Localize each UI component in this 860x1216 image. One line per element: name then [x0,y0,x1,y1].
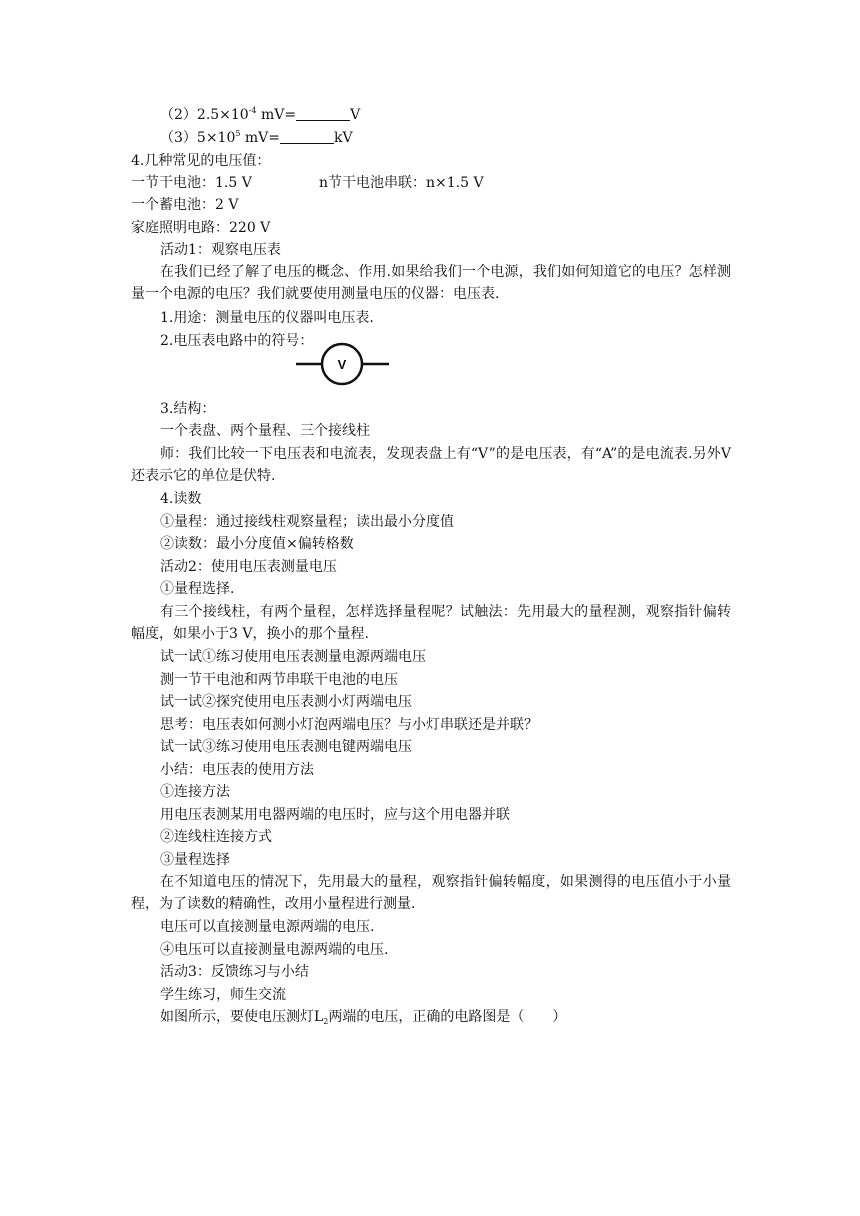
summary-heading: 小结：电压表的使用方法 [160,762,314,778]
direct-measure-text: 电压可以直接测量电源两端的电压. [160,919,375,935]
question-text-b: 两端的电压，正确的电路图是（ ） [328,1009,567,1025]
common-voltages-heading: 4.几种常见的电压值： [131,153,271,169]
exercise-2-mid: mV= [256,107,297,123]
try-1-detail: 测一节干电池和两节串联干电池的电压 [160,672,398,688]
summary-step-2: ②连线柱连接方式 [160,829,272,845]
exercise-2-exponent: -4 [248,106,257,115]
answer-blank[interactable] [280,129,334,144]
exercise-3-exponent: 5 [235,129,241,138]
question-subscript: 2 [323,1017,329,1026]
exercise-3-mid: mV= [240,130,281,146]
summary-step-1-detail: 用电压表测某用电器两端的电压时，应与这个用电器并联 [160,807,510,823]
summary-step-4: ④电压可以直接测量电源两端的电压. [160,942,389,958]
reading-step-2: ②读数：最小分度值×偏转格数 [160,536,354,552]
exercise-3 [160,127,353,149]
exercise-3-prefix: （3）5×10 [160,130,236,146]
accumulator-text: 一个蓄电池：2 V [131,197,239,213]
exercise-2-prefix: （2）2.5×10 [160,107,249,123]
range-select-heading: ①量程选择. [160,581,235,597]
think-text: 思考：电压表如何测小灯泡两端电压？与小灯串联还是并联？ [160,717,538,733]
practice-text: 学生练习，师生交流 [160,987,286,1003]
summary-step-3-detail: 在不知道电压的情况下，先用最大的量程，观察指针偏转幅度，如果测得的电压值小于小量程，为了读数的精确性，改用小量程进行测量. [131,874,731,913]
summary-step-1: ①连接方法 [160,784,230,800]
structure-detail: 一个表盘、两个量程、三个接线柱 [160,423,370,439]
teacher-text: 师：我们比较一下电压表和电流表，发现表盘上有“V”的是电压表，有“A”的是电流表.另外V还表示它的单位是伏特. [131,446,731,485]
answer-blank[interactable] [296,106,350,121]
activity1-intro: 在我们已经了解了电压的概念、作用.如果给我们一个电源，我们如何知道它的电压？怎样测量一个电源的电压？我们就要使用测量电压的仪器：电压表. [131,264,731,303]
household-text: 家庭照明电路：220 V [131,220,271,236]
question-text-a: 如图所示，要使电压测灯L [160,1009,324,1025]
activity3-title: 活动3：反馈练习与小结 [160,964,309,980]
summary-step-3: ③量程选择 [160,852,230,868]
try-1-text: 试一试①练习使用电压表测量电源两端电压 [160,649,426,665]
structure-heading: 3.结构： [160,401,216,417]
activity2-title: 活动2：使用电压表测量电压 [160,559,337,575]
range-select-text: 有三个接线柱，有两个量程，怎样选择量程呢？试触法：先用最大的量程测，观察指针偏转幅度，如果小于3 V，换小的那个量程. [131,604,731,643]
symbol-text: 2.电压表电路中的符号： [160,333,314,349]
try-3-text: 试一试③练习使用电压表测电键两端电压 [160,739,412,755]
use-text: 1.用途：测量电压的仪器叫电压表. [160,310,374,326]
exercise-2 [160,104,360,126]
activity1-title: 活动1：观察电压表 [160,242,281,258]
try-2-text: 试一试②探究使用电压表测小灯两端电压 [160,694,412,710]
exercise-2-unit: V [350,107,361,123]
battery-one-text: 一节干电池：1.5 V [131,175,252,191]
reading-heading: 4.读数 [160,491,202,507]
question-text [160,1006,566,1028]
battery-series-text: n节干电池串联：n×1.5 V [319,175,484,191]
exercise-3-unit: kV [334,130,353,146]
voltmeter-symbol-letter: V [337,357,347,372]
reading-step-1: ①量程：通过接线柱观察量程；读出最小分度值 [160,514,454,530]
voltmeter-symbol-icon [296,342,390,386]
